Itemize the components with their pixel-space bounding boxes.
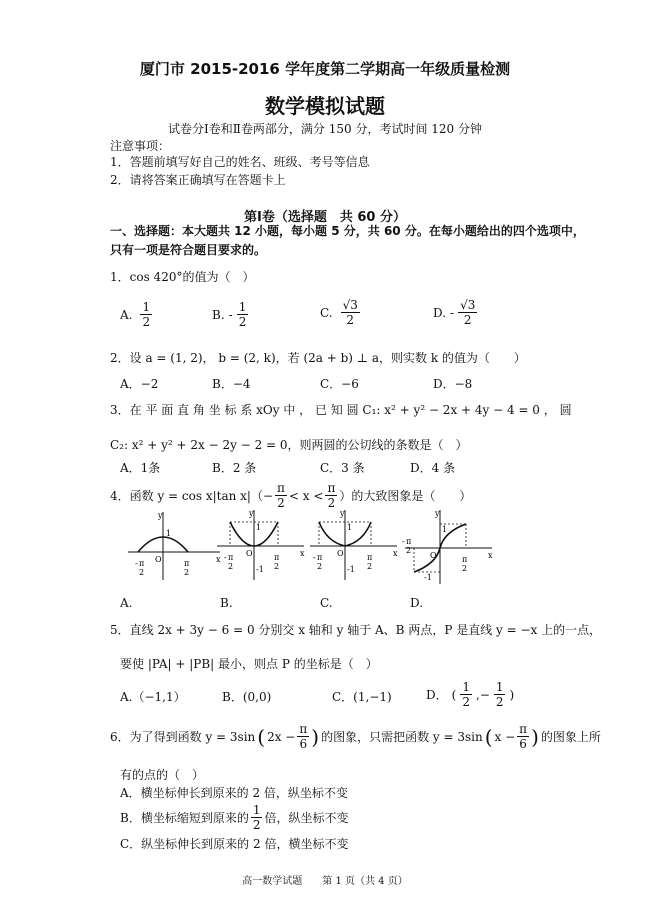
svg-text:2: 2	[406, 546, 412, 555]
q6-option-b: B．横坐标缩短到原来的 $\frac{1}{2}$ 倍，纵坐标不变	[120, 803, 349, 832]
svg-text:-1: -1	[347, 565, 355, 574]
q4a-x-label: x	[216, 555, 221, 564]
svg-text:π: π	[228, 553, 234, 562]
q6-stem: 6．为了得到函数 y = 3sin ( 2x − $\frac{\pi}{6}$ ) 的图象，只需把函数 y = 3sin ( x − $\frac{\pi}{6}$ ) 的图象上所	[110, 722, 601, 751]
svg-text:2: 2	[462, 564, 468, 573]
svg-text:y: y	[249, 509, 254, 518]
q4-graph-d	[400, 508, 495, 588]
section-instruction-1: 一、选择题：本大题共 12 小题，每小题 5 分，共 60 分。在每小题给出的四个选项中，	[110, 224, 585, 238]
q6-option-a: A．横坐标伸长到原来的 2 倍，纵坐标不变	[120, 786, 348, 800]
q5-stem-line1: 5．直线 2x + 3y − 6 = 0 分别交 x 轴和 y 轴于 A、B 两点，P 是直线 y = −x 上的一点，	[110, 623, 602, 637]
q5-option-c: C．(1,−1)	[332, 690, 392, 704]
notes-heading: 注意事项：	[110, 139, 171, 153]
q3-option-b: B．2 条	[212, 461, 257, 475]
svg-text:1: 1	[256, 523, 262, 532]
svg-text:-: -	[402, 537, 405, 546]
svg-text:y: y	[340, 509, 345, 518]
q4-option-a: A.	[120, 596, 133, 610]
q1-option-a: A. $\frac{1}{2}$	[120, 300, 151, 329]
q5-option-a: A.（−1,1）	[120, 690, 186, 704]
exam-info: 试卷分Ⅰ卷和Ⅱ卷两部分，满分 150 分，考试时间 120 分钟	[168, 122, 482, 136]
q3-option-d: D．4 条	[410, 461, 456, 475]
svg-text:π: π	[406, 537, 412, 546]
q1-stem: 1．cos 420°的值为（ ）	[110, 270, 255, 284]
q5-stem-line2: 要使 |PA| + |PB| 最小，则点 P 的坐标是（ ）	[120, 657, 378, 671]
q3-stem-line2: C₂: x² + y² + 2x − 2y − 2 = 0，则两圆的公切线的条数是（ ）	[110, 438, 468, 452]
svg-text:1: 1	[442, 525, 448, 534]
q2-option-d: D．−8	[433, 377, 473, 391]
q4-option-b: B.	[220, 596, 233, 610]
svg-text:y: y	[435, 509, 440, 518]
q5-option-b: B．(0,0)	[222, 690, 272, 704]
q1-option-c: C. $\frac{√3}{2}$	[320, 298, 358, 327]
q3-option-c: C．3 条	[320, 461, 365, 475]
q4-graph-a	[128, 510, 223, 580]
q4-option-d: D.	[410, 596, 424, 610]
q4a-neg: -	[135, 559, 138, 568]
q6-option-c: C．纵坐标伸长到原来的 2 倍，横坐标不变	[120, 837, 349, 851]
note-item-2: 2．请将答案正确填写在答题卡上	[110, 173, 286, 187]
q2-stem: 2．设 a = (1, 2)， b = (2, k)，若 (2a + b) ⊥ a，则实数 k 的值为（ ）	[110, 351, 526, 365]
q2-option-a: A．−2	[120, 377, 159, 391]
svg-text:-: -	[224, 553, 227, 562]
svg-text:-: -	[313, 553, 316, 562]
svg-text:π: π	[184, 559, 190, 568]
svg-text:2: 2	[274, 562, 280, 571]
q6-stem-line2: 有的点的（ ）	[120, 768, 205, 782]
page-footer: 高一数学试题 第 1 页（共 4 页）	[242, 876, 408, 887]
svg-text:2: 2	[184, 568, 190, 577]
exam-title: 厦门市 2015-2016 学年度第二学期高一年级质量检测	[139, 60, 511, 78]
q4-graph-c	[305, 508, 400, 583]
q4a-one: 1	[166, 529, 172, 538]
svg-text:x: x	[488, 551, 493, 560]
q3-option-a: A．1条	[120, 461, 161, 475]
svg-text:π: π	[367, 553, 373, 562]
q3-stem-line1: 3．在 平 面 直 角 坐 标 系 xOy 中 ， 已 知 圆 C₁: x² + y² − 2x + 4y − 4 = 0 ， 圆	[110, 403, 572, 417]
section-instruction-2: 只有一项是符合题目要求的。	[110, 243, 267, 257]
svg-text:x: x	[300, 549, 305, 558]
q5-option-d: D． ( $\frac{1}{2}$ ,− $\frac{1}{2}$ )	[426, 680, 515, 709]
exam-subtitle: 数学模拟试题	[265, 94, 385, 118]
svg-text:2: 2	[317, 562, 323, 571]
q4-stem: 4．函数 y = cos x|tan x|（− $\frac{\pi}{2}$ < x < $\frac{\pi}{2}$ ）的大致图象是（ ）	[110, 481, 472, 510]
q4-option-c: C.	[320, 596, 333, 610]
svg-text:2: 2	[367, 562, 373, 571]
svg-text:-1: -1	[424, 573, 432, 582]
svg-text:O: O	[246, 549, 253, 558]
svg-text:π: π	[317, 553, 323, 562]
q4-graph-b	[212, 508, 307, 583]
note-item-1: 1．答题前填写好自己的姓名、班级、考号等信息	[110, 155, 370, 169]
svg-text:π: π	[139, 559, 145, 568]
q1-option-d: D. - $\frac{√3}{2}$	[433, 298, 476, 327]
svg-text:O: O	[337, 549, 344, 558]
svg-text:2: 2	[228, 562, 234, 571]
q2-option-c: C．−6	[320, 377, 359, 391]
svg-text:π: π	[462, 555, 468, 564]
svg-text:2: 2	[139, 568, 145, 577]
q1-option-b: B. - $\frac{1}{2}$	[212, 300, 247, 329]
q2-option-b: B．−4	[212, 377, 251, 391]
svg-text:π: π	[274, 553, 280, 562]
q4a-y-label: y	[158, 511, 163, 520]
section-title: 第Ⅰ卷（选择题 共 60 分）	[244, 210, 406, 225]
q4a-origin: O	[155, 555, 162, 564]
svg-text:1: 1	[347, 523, 353, 532]
svg-text:-1: -1	[256, 565, 264, 574]
svg-text:O: O	[430, 551, 437, 560]
svg-text:x: x	[393, 549, 398, 558]
